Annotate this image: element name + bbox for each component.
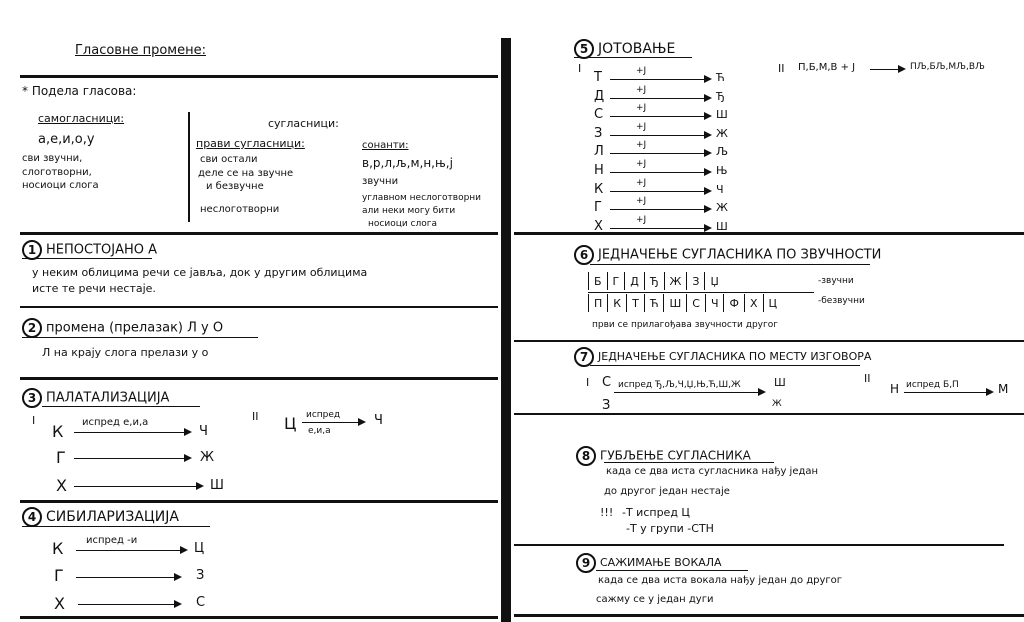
s3-title: ПАЛАТАЛИЗАЦИЈА <box>46 390 170 406</box>
s8-line: до другог један нестаје <box>604 486 730 497</box>
s3-second-to: Ч <box>374 413 383 428</box>
s4-heading <box>22 507 179 527</box>
sonanti-note: звучни <box>362 176 399 187</box>
divider-s3 <box>20 500 498 503</box>
consonant-cell: Ж <box>664 272 687 290</box>
divider-s8 <box>514 544 1004 546</box>
center-divider <box>501 38 511 622</box>
s5-second-from: П,Б,М,В + Ј <box>798 62 856 73</box>
sonanti-label: сонанти: <box>362 140 409 151</box>
consonant-cell: Ћ <box>644 294 664 312</box>
jot-over: +Ј <box>636 66 647 76</box>
s9-title-underline <box>596 570 748 571</box>
s5-roman-1: I <box>578 62 582 75</box>
s6-note: први се прилагођава звучности другог <box>592 320 778 330</box>
s7-second-from: Н <box>890 382 900 396</box>
s5-title: ЈОТОВАЊЕ <box>598 41 676 57</box>
pravi-note: сви остали <box>200 154 258 165</box>
consonant-cell: П <box>589 294 608 312</box>
s3-title-underline <box>42 406 200 407</box>
s3-from: К <box>52 422 64 441</box>
s9-line: када се два иста вокала нађу један до другог <box>598 575 843 586</box>
jot-over: +Ј <box>636 196 647 206</box>
jot-arrow <box>610 135 710 136</box>
jot-over: +Ј <box>636 85 647 95</box>
s9-title: САЖИМАЊЕ ВОКАЛА <box>600 556 722 569</box>
s6-title: ЈЕДНАЧЕЊЕ СУГЛАСНИКА ПО ЗВУЧНОСТИ <box>598 247 882 263</box>
s8-exception: -Т испред Ц <box>622 506 690 519</box>
pravi-note: и безвучне <box>206 181 264 192</box>
s8-exception: -Т у групи -СТН <box>626 522 714 535</box>
s1-number: 1 <box>22 240 42 260</box>
jot-to: Ш <box>716 108 728 121</box>
s5-number: 5 <box>574 39 594 59</box>
sonanti-letters: в,р,л,љ,м,н,њ,ј <box>362 156 453 170</box>
s6-number: 6 <box>574 245 594 265</box>
s7-first-to1: Ш <box>774 376 786 389</box>
s4-to: С <box>196 595 206 610</box>
s3-second-over: испред <box>306 410 341 420</box>
samoglasnici-note: носиоци слога <box>22 180 99 191</box>
divider-s1 <box>20 306 498 308</box>
s5-second-to: ПЉ,БЉ,МЉ,ВЉ <box>910 62 985 72</box>
s8-line: када се два иста сугласника нађу један <box>606 466 819 477</box>
s4-from: К <box>52 539 64 558</box>
s4-arrow <box>76 577 180 578</box>
s1-heading <box>22 240 157 260</box>
jot-arrow <box>610 98 710 99</box>
jot-over: +Ј <box>636 178 647 188</box>
jot-over: +Ј <box>636 159 647 169</box>
s7-second-to: М <box>998 382 1009 396</box>
jot-arrow <box>610 79 710 80</box>
jot-from: К <box>594 182 604 197</box>
s3-arrow <box>74 458 190 459</box>
consonant-cell: Џ <box>705 272 724 290</box>
jot-from: Х <box>594 219 603 234</box>
jot-from: Г <box>594 200 602 215</box>
s4-to: З <box>196 568 205 583</box>
s9-number: 9 <box>576 553 596 573</box>
jot-to: Ш <box>716 220 728 233</box>
jot-from: Л <box>594 144 604 159</box>
s4-number: 4 <box>22 507 42 527</box>
s2-title: промена (прелазак) Л у О <box>46 320 224 336</box>
sonanti-note: носиоци слога <box>368 219 437 229</box>
s3-second-arrow <box>302 422 364 423</box>
s3-over: испред е,и,а <box>82 417 149 428</box>
sonanti-note: али неки могу бити <box>362 206 456 216</box>
divider-s6 <box>514 340 1024 342</box>
s3-from: Х <box>56 476 67 495</box>
s6-voiced-label: -звучни <box>818 276 854 286</box>
s5-roman-2: II <box>778 62 785 75</box>
s7-roman-1: I <box>586 376 590 389</box>
jot-from: С <box>594 107 604 122</box>
s7-heading <box>574 347 871 367</box>
divider-s7 <box>514 413 1024 415</box>
consonant-cell: С <box>687 294 706 312</box>
s7-first-over: испред Ђ,Љ,Ч,Џ,Њ,Ћ,Ш,Ж <box>618 380 741 390</box>
s7-roman-2: II <box>864 372 871 385</box>
sonanti-note: углавном неслоготворни <box>362 193 482 203</box>
divider-s2 <box>20 377 498 380</box>
s7-first-from1: С <box>602 375 612 390</box>
s2-number: 2 <box>22 318 42 338</box>
s3-from: Г <box>56 448 66 467</box>
jot-over: +Ј <box>636 122 647 132</box>
consonant-cell: Ц <box>763 294 782 312</box>
s5-title-underline <box>574 57 692 58</box>
s3-arrow <box>74 486 202 487</box>
pravi-note: деле се на звучне <box>198 168 294 179</box>
jot-arrow <box>610 191 710 192</box>
s6-voiceless-row <box>588 294 782 312</box>
consonant-cell: Ч <box>705 294 724 312</box>
s2-title-underline <box>22 337 258 338</box>
jot-to: Њ <box>716 164 728 177</box>
s6-voiceless-label: -безвучни <box>818 296 865 306</box>
jot-from: Т <box>594 70 602 85</box>
samoglasnici-label: самогласници: <box>38 112 125 125</box>
jot-over: +Ј <box>636 140 647 150</box>
s7-title-underline <box>590 365 860 366</box>
divider-right-bottom <box>514 614 1024 617</box>
s7-number: 7 <box>574 347 594 367</box>
s1-title-underline <box>22 258 152 259</box>
s4-over: испред -и <box>86 535 138 546</box>
s8-title-underline <box>604 462 774 463</box>
podela-heading: * Подела гласова: <box>22 84 137 98</box>
s7-second-arrow <box>904 392 992 393</box>
consonant-cell: Ш <box>664 294 687 312</box>
jot-arrow <box>610 153 710 154</box>
s4-arrow <box>78 604 180 605</box>
consonant-cell: Ф <box>724 294 744 312</box>
divider-s5 <box>514 232 1024 235</box>
s3-number: 3 <box>22 388 42 408</box>
s1-line: исте те речи нестаје. <box>32 282 156 295</box>
s8-exclaim: !!! <box>600 506 614 519</box>
suglasnici-label: сугласници: <box>268 117 339 130</box>
jot-to: Ђ <box>716 90 725 103</box>
s4-arrow <box>76 550 186 551</box>
consonant-cell: К <box>608 294 627 312</box>
s1-line: у неким облицима речи се јавља, док у другим облицима <box>32 266 368 279</box>
s1-title: НЕПОСТОЈАНО А <box>46 242 158 258</box>
s5-second-arrow <box>870 69 904 70</box>
pravi-label: прави сугласници: <box>196 137 305 150</box>
page-title: Гласовне промене: <box>75 43 206 58</box>
s4-from: Г <box>54 566 64 585</box>
s4-from: Х <box>54 594 65 613</box>
consonant-cell: Д <box>625 272 645 290</box>
jot-arrow <box>610 116 710 117</box>
s3-to: Ш <box>210 478 224 493</box>
s5-heading <box>574 39 675 59</box>
s3-roman-2: II <box>252 410 259 423</box>
samoglasnici-note: слоготворни, <box>22 167 92 178</box>
jot-from: Н <box>594 163 604 178</box>
s7-first-arrow <box>614 392 764 393</box>
s7-first-from2: З <box>602 398 611 413</box>
s3-roman-1: I <box>32 414 36 427</box>
jot-over: +Ј <box>636 103 647 113</box>
s3-heading <box>22 388 169 408</box>
top-divider <box>20 75 498 78</box>
s8-heading <box>576 446 751 466</box>
jot-to: Љ <box>716 145 729 158</box>
jot-to: Ж <box>716 127 728 140</box>
s2-heading <box>22 318 223 338</box>
s8-number: 8 <box>576 446 596 466</box>
consonant-cell: З <box>687 272 705 290</box>
jot-arrow <box>610 172 710 173</box>
jot-over: +Ј <box>636 215 647 225</box>
s7-second-over: испред Б,П <box>906 380 959 390</box>
s3-second-from: Ц <box>284 414 297 433</box>
samoglasnici-note: сви звучни, <box>22 153 83 164</box>
s4-title-underline <box>22 526 210 527</box>
s3-to: Ч <box>199 424 208 439</box>
s6-voiced-row <box>588 272 724 290</box>
jot-to: Ч <box>716 183 724 196</box>
pravi-note: неслоготворни <box>200 204 280 215</box>
jot-from: З <box>594 126 603 141</box>
s3-second-under: е,и,а <box>308 426 331 436</box>
consonant-cell: Т <box>627 294 645 312</box>
jot-arrow <box>610 209 710 210</box>
s8-title: ГУБЉЕЊЕ СУГЛАСНИКА <box>600 448 751 463</box>
s9-line: сажму се у један дуги <box>596 594 714 605</box>
s4-title: СИБИЛАРИЗАЦИЈА <box>46 509 179 525</box>
s3-to: Ж <box>200 450 215 465</box>
consonant-cell: Г <box>607 272 625 290</box>
s2-line: Л на крају слога прелази у о <box>42 346 209 359</box>
divider-bottom <box>20 616 498 619</box>
consonant-cell: Х <box>744 294 763 312</box>
s6-title-underline <box>590 264 870 265</box>
samoglasnici-letters: а,е,и,о,у <box>38 132 95 147</box>
s6-table-divider <box>588 292 814 293</box>
podela-divider <box>188 112 190 222</box>
jot-to: Ћ <box>716 71 725 84</box>
s7-title: ЈЕДНАЧЕЊЕ СУГЛАСНИКА ПО МЕСТУ ИЗГОВОРА <box>598 350 872 363</box>
consonant-cell: Ђ <box>644 272 664 290</box>
s7-first-to2: Ж <box>772 399 782 409</box>
jot-to: Ж <box>716 201 728 214</box>
s4-to: Ц <box>194 541 205 556</box>
divider-podela <box>20 232 498 235</box>
s6-heading <box>574 245 881 265</box>
s3-arrow <box>74 432 190 433</box>
jot-from: Д <box>594 89 605 104</box>
jot-arrow <box>610 228 710 229</box>
consonant-cell: Б <box>589 272 608 290</box>
